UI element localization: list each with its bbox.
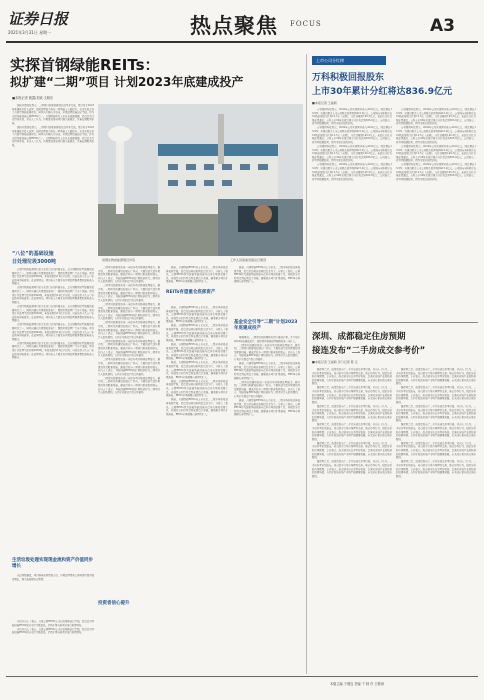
photo-caption-2: 工作人员查看设备运行情况: [230, 258, 267, 262]
col4-subhead: 基金安全引导“二期”计划2023年底建成投产: [234, 320, 298, 331]
lead-headline-1: 实探首钢绿能REITs：: [10, 56, 160, 74]
newspaper-logo: 证券日报: [8, 10, 69, 28]
page-number: A3: [430, 16, 455, 36]
lead-byline: ■本报记者 施露/刘欢 文晓东: [12, 96, 54, 100]
lead-col2-text: 二期项目的建设将进一步提升项目整体处理能力。据介绍，二期项目拟建设在现有厂区内，主要包括生活垃圾焚烧线及配套设施，建成后将与一期项目形成协同效应。业内人士表示，基础设施REITs的扩募机制将为二期项目注入提供便利，有利于实现资产的良性循环。 二期项目的建设将进一步提升项目整体处理能力。据介绍，二期项目拟建设在现有厂区内，主要包括生活垃圾焚烧线及配套设施，建成后将与一期项目形成协同效应。业内人士表示，基础设施REITs的扩募机制将为二期项目注入提供便利，有利于实现资产的良性循环。 二期项目的建设将进一步提升项目整体处理能力。据介绍，二期项目拟建设在现有厂区内，主要包括生活垃圾焚烧线及配套设施，建成后将与一期项目形成协同效应。业内人士表示，基础设施REITs的扩募机制将为二期项目注入提供便利，有利于实现资产的良性循环。 二期项目的建设将进一步提升项目整体处理能力。据介绍，二期项目拟建设在现有厂区内，主要包括生活垃圾焚烧线及配套设施，建成后将与一期项目形成协同效应。业内人士表示，基础设施REITs的扩募机制将为二期项目注入提供便利，有利于实现资产的良性循环。 二期项目的建设将进一步提升项目整体处理能力。据介绍，二期项目拟建设在现有厂区内，主要包括生活垃圾焚烧线及配套设施，建成后将与一期项目形成协同效应。业内人士表示，基础设施REITs的扩募机制将为二期项目注入提供便利，有利于实现资产的良性循环。 二期项目的建设将进一步提升项目整体处理能力。据介绍，二期项目拟建设在现有厂区内，主要包括生活垃圾焚烧线及配套设施，建成后将与一期项目形成协同效应。业内人士表示，基础设施REITs的扩募机制将为二期项目注入提供便利，有利于实现资产的良性循环。 二期项目的建设将进一步提升项目整体处理能力。据介绍，二期项目拟建设在现有厂区内，主要包括生活垃圾焚烧线及配套设施，建成后将与一期项目形成协同效应。业内人士表示，基础设施REITs的扩募机制将为二期项目注入提供便利，有利于实现资产的良性循环。: [98, 266, 160, 395]
lead-body-1: 首钢生物质能源项目位于北京门头沟区鲁家山，是首钢集团转型发展的重要项目之一，园区内建有垃圾焚烧发电厂、餐厨垃圾处理厂等多个设施。项目设计日处理生活垃圾3000吨，年发电量约3.2亿千瓦时，可满足约十几万户家庭的年用电需求。在运营期内，项目收入主要来自垃圾处理服务费和发电收入两部分。 首钢生物质能源项目位于北京门头沟区鲁家山，是首钢集团转型发展的重要项目之一，园区内建有垃圾焚烧发电厂、餐厨垃圾处理厂等多个设施。项目设计日处理生活垃圾3000吨，年发电量约3.2亿千瓦时，可满足约十几万户家庭的年用电需求。在运营期内，项目收入主要来自垃圾处理服务费和发电收入两部分。 首钢生物质能源项目位于北京门头沟区鲁家山，是首钢集团转型发展的重要项目之一，园区内建有垃圾焚烧发电厂、餐厨垃圾处理厂等多个设施。项目设计日处理生活垃圾3000吨，年发电量约3.2亿千瓦时，可满足约十几万户家庭的年用电需求。在运营期内，项目收入主要来自垃圾处理服务费和发电收入两部分。 首钢生物质能源项目位于北京门头沟区鲁家山，是首钢集团转型发展的重要项目之一，园区内建有垃圾焚烧发电厂、餐厨垃圾处理厂等多个设施。项目设计日处理生活垃圾3000吨，年发电量约3.2亿千瓦时，可满足约十几万户家庭的年用电需求。在运营期内，项目收入主要来自垃圾处理服务费和发电收入两部分。 首钢生物质能源项目位于北京门头沟区鲁家山，是首钢集团转型发展的重要项目之一，园区内建有垃圾焚烧发电厂、餐厨垃圾处理厂等多个设施。项目设计日处理生活垃圾3000吨，年发电量约3.2亿千瓦时，可满足约十几万户家庭的年用电需求。在运营期内，项目收入主要来自垃圾处理服务费和发电收入两部分。: [12, 268, 94, 360]
right-top-tag: [312, 56, 386, 65]
lead-col4-text-top: 据悉，首钢绿能REITs自上市以来，二级市场价格总体表现平稳，投资者结构以机构投资者为主。分析人士指出，公募REITs作为连接基础设施与资本市场的重要工具，其稳定分红特性受到长期资金青睐。随着更多项目扩募落地，REITs市场规模有望持续扩大。: [234, 266, 300, 284]
right-top-headline-1: 万科积极回报股东: [312, 73, 385, 83]
right-top-headline-2: 上市30年累计分红将达836.9亿元: [312, 87, 452, 97]
right-top-byline: ■本报记者 王丽新: [312, 101, 337, 105]
lead-intro: 国际业绩快报显示，二期项目的规划建设已经基本完成，预计将于2023年底建成并投入运营，届时处理能力将在一期基础上大幅提升。记者实地走访了首钢生物质能源项目，园区内车辆有序进出，垃圾处理设施运转平稳。作为首批基础设施公募REITs之一，首钢绿能项目上市以来表现稳健，投资者关注度持续升温，业内人士认为，垃圾焚烧发电项目现金流稳定，具备长期配置价值。 国际业绩快报显示，二期项目的规划建设已经基本完成，预计将于2023年底建成并投入运营，届时处理能力将在一期基础上大幅提升。记者实地走访了首钢生物质能源项目，园区内车辆有序进出，垃圾处理设施运转平稳。作为首批基础设施公募REITs之一，首钢绿能项目上市以来表现稳健，投资者关注度持续升温，业内人士认为，垃圾焚烧发电项目现金流稳定，具备长期配置价值。: [12, 104, 94, 148]
footer-credits: 本版主编 于德良 责编 下 制 作 王敬涛: [330, 682, 384, 686]
date-line: 2021年3月31日 星期一: [8, 30, 52, 35]
lead-headline-2: 拟扩建“二期”项目 计划2023年底建成投产: [10, 75, 244, 89]
col3-subhead: REITs有望重仓底部资产: [166, 290, 216, 295]
bottom-left-text: 多位业内人士表示，首批公募REITs上市以来整体运行平稳，投资者对基础设施REITs的认可度不断提高，后续扩募与新项目发行值得期待。 多位业内人士表示，首批公募REITs上市以来整体运行平稳，投资者对基础设施REITs的认可度不断提高，后续扩募与新项目发行值得期待。: [12, 620, 94, 635]
right-top-col2: 万科集团年报显示，2020年公司实现营业收入4191亿元，同比增长13.9%；实现归属于上市公司股东的净利润415.2亿元。公司拟向全体股东每10股派发现金红利12.5元（含税），分红总额约145.3亿元。若此次分红方案获得通过，万科上市30年来累计现金分红将达到836.9亿元。公司表示，将坚持稳健经营，持续为股东创造价值。 万科集团年报显示，2020年公司实现营业收入4191亿元，同比增长13.9%；实现归属于上市公司股东的净利润415.2亿元。公司拟向全体股东每10股派发现金红利12.5元（含税），分红总额约145.3亿元。若此次分红方案获得通过，万科上市30年来累计现金分红将达到836.9亿元。公司表示，将坚持稳健经营，持续为股东创造价值。 万科集团年报显示，2020年公司实现营业收入4191亿元，同比增长13.9%；实现归属于上市公司股东的净利润415.2亿元。公司拟向全体股东每10股派发现金红利12.5元（含税），分红总额约145.3亿元。若此次分红方案获得通过，万科上市30年来累计现金分红将达到836.9亿元。公司表示，将坚持稳健经营，持续为股东创造价值。 万科集团年报显示，2020年公司实现营业收入4191亿元，同比增长13.9%；实现归属于上市公司股东的净利润415.2亿元。公司拟向全体股东每10股派发现金红利12.5元（含税），分红总额约145.3亿元。若此次分红方案获得通过，万科上市30年来累计现金分红将达到836.9亿元。公司表示，将坚持稳健经营，持续为股东创造价值。: [396, 108, 476, 181]
lead-col3-text-top: 据悉，首钢绿能REITs自上市以来，二级市场价格总体表现平稳，投资者结构以机构投资者为主。分析人士指出，公募REITs作为连接基础设施与资本市场的重要工具，其稳定分红特性受到长期资金青睐。随着更多项目扩募落地，REITs市场规模有望持续扩大。: [166, 266, 228, 284]
lead-photo: [98, 104, 303, 256]
photo-caption-1: 首钢生物质能源项目外景: [102, 258, 136, 262]
bottom-subhead: 投资者信心提升: [98, 601, 130, 606]
lead-col4-text: 根据规划，二期项目将按照相关程序推进扩募，并计划于2023年底建成投产。届时项目整体处理规模将进一步扩大。 二期项目的建设将进一步提升项目整体处理能力。据介绍，二期项目拟建设在现有厂区内，主要包括生活垃圾焚烧线及配套设施，建成后将与一期项目形成协同效应。业内人士表示，基础设施REITs的扩募机制将为二期项目注入提供便利，有利于实现资产的良性循环。 据悉，首钢绿能REITs自上市以来，二级市场价格总体表现平稳，投资者结构以机构投资者为主。分析人士指出，公募REITs作为连接基础设施与资本市场的重要工具，其稳定分红特性受到长期资金青睐。随着更多项目扩募落地，REITs市场规模有望持续扩大。 二期项目的建设将进一步提升项目整体处理能力。据介绍，二期项目拟建设在现有厂区内，主要包括生活垃圾焚烧线及配套设施，建成后将与一期项目形成协同效应。业内人士表示，基础设施REITs的扩募机制将为二期项目注入提供便利，有利于实现资产的良性循环。 据悉，首钢绿能REITs自上市以来，二级市场价格总体表现平稳，投资者结构以机构投资者为主。分析人士指出，公募REITs作为连接基础设施与资本市场的重要工具，其稳定分红特性受到长期资金青睐。随着更多项目扩募落地，REITs市场规模有望持续扩大。: [234, 336, 300, 417]
section-title: 热点聚焦: [190, 14, 278, 38]
masthead: [0, 0, 484, 44]
lead-subhead-1b: 日处理垃圾3000吨: [12, 259, 56, 265]
footer-rule: [6, 676, 478, 677]
right-bottom-headline-1: 深圳、成都稳定住房预期: [312, 332, 406, 342]
right-top-col1: 万科集团年报显示，2020年公司实现营业收入4191亿元，同比增长13.9%；实现归属于上市公司股东的净利润415.2亿元。公司拟向全体股东每10股派发现金红利12.5元（含税），分红总额约145.3亿元。若此次分红方案获得通过，万科上市30年来累计现金分红将达到836.9亿元。公司表示，将坚持稳健经营，持续为股东创造价值。 万科集团年报显示，2020年公司实现营业收入4191亿元，同比增长13.9%；实现归属于上市公司股东的净利润415.2亿元。公司拟向全体股东每10股派发现金红利12.5元（含税），分红总额约145.3亿元。若此次分红方案获得通过，万科上市30年来累计现金分红将达到836.9亿元。公司表示，将坚持稳健经营，持续为股东创造价值。 万科集团年报显示，2020年公司实现营业收入4191亿元，同比增长13.9%；实现归属于上市公司股东的净利润415.2亿元。公司拟向全体股东每10股派发现金红利12.5元（含税），分红总额约145.3亿元。若此次分红方案获得通过，万科上市30年来累计现金分红将达到836.9亿元。公司表示，将坚持稳健经营，持续为股东创造价值。 万科集团年报显示，2020年公司实现营业收入4191亿元，同比增长13.9%；实现归属于上市公司股东的净利润415.2亿元。公司拟向全体股东每10股派发现金红利12.5元（含税），分红总额约145.3亿元。若此次分红方案获得通过，万科上市30年来累计现金分红将达到836.9亿元。公司表示，将坚持稳健经营，持续为股东创造价值。: [312, 108, 392, 181]
right-bottom-headline-2: 接连发布“二手房成交参考价”: [312, 346, 426, 356]
right-bottom-byline: ■本报记者 王丽新 见习记者 陈 正: [312, 360, 358, 364]
lead-col3-text: 据悉，首钢绿能REITs自上市以来，二级市场价格总体表现平稳，投资者结构以机构投资者为主。分析人士指出，公募REITs作为连接基础设施与资本市场的重要工具，其稳定分红特性受到长期资金青睐。随着更多项目扩募落地，REITs市场规模有望持续扩大。 据悉，首钢绿能REITs自上市以来，二级市场价格总体表现平稳，投资者结构以机构投资者为主。分析人士指出，公募REITs作为连接基础设施与资本市场的重要工具，其稳定分红特性受到长期资金青睐。随着更多项目扩募落地，REITs市场规模有望持续扩大。 据悉，首钢绿能REITs自上市以来，二级市场价格总体表现平稳，投资者结构以机构投资者为主。分析人士指出，公募REITs作为连接基础设施与资本市场的重要工具，其稳定分红特性受到长期资金青睐。随着更多项目扩募落地，REITs市场规模有望持续扩大。 据悉，首钢绿能REITs自上市以来，二级市场价格总体表现平稳，投资者结构以机构投资者为主。分析人士指出，公募REITs作为连接基础设施与资本市场的重要工具，其稳定分红特性受到长期资金青睐。随着更多项目扩募落地，REITs市场规模有望持续扩大。 据悉，首钢绿能REITs自上市以来，二级市场价格总体表现平稳，投资者结构以机构投资者为主。分析人士指出，公募REITs作为连接基础设施与资本市场的重要工具，其稳定分红特性受到长期资金青睐。随着更多项目扩募落地，REITs市场规模有望持续扩大。 据悉，首钢绿能REITs自上市以来，二级市场价格总体表现平稳，投资者结构以机构投资者为主。分析人士指出，公募REITs作为连接基础设施与资本市场的重要工具，其稳定分红特性受到长期资金青睐。随着更多项目扩募落地，REITs市场规模有望持续扩大。: [166, 306, 228, 416]
right-bottom-col2: 继深圳之后，成都也发布了二手住房成交参考价格。业内人士认为，二手房参考价的发布，将有助于引导市场理性交易，防范炒作行为，稳定房价和市场预期。专家表示，热点城市出台参考价机制，是落实房地产长效机制的重要举措，有利于促进房地产市场平稳健康发展。未来或有更多热点城市跟进。 继深圳之后，成都也发布了二手住房成交参考价格。业内人士认为，二手房参考价的发布，将有助于引导市场理性交易，防范炒作行为，稳定房价和市场预期。专家表示，热点城市出台参考价机制，是落实房地产长效机制的重要举措，有利于促进房地产市场平稳健康发展。未来或有更多热点城市跟进。 继深圳之后，成都也发布了二手住房成交参考价格。业内人士认为，二手房参考价的发布，将有助于引导市场理性交易，防范炒作行为，稳定房价和市场预期。专家表示，热点城市出台参考价机制，是落实房地产长效机制的重要举措，有利于促进房地产市场平稳健康发展。未来或有更多热点城市跟进。 继深圳之后，成都也发布了二手住房成交参考价格。业内人士认为，二手房参考价的发布，将有助于引导市场理性交易，防范炒作行为，稳定房价和市场预期。专家表示，热点城市出台参考价机制，是落实房地产长效机制的重要举措，有利于促进房地产市场平稳健康发展。未来或有更多热点城市跟进。 继深圳之后，成都也发布了二手住房成交参考价格。业内人士认为，二手房参考价的发布，将有助于引导市场理性交易，防范炒作行为，稳定房价和市场预期。专家表示，热点城市出台参考价机制，是落实房地产长效机制的重要举措，有利于促进房地产市场平稳健康发展。未来或有更多热点城市跟进。 继深圳之后，成都也发布了二手住房成交参考价格。业内人士认为，二手房参考价的发布，将有助于引导市场理性交易，防范炒作行为，稳定房价和市场预期。专家表示，热点城市出台参考价机制，是落实房地产长效机制的重要举措，有利于促进房地产市场平稳健康发展。未来或有更多热点城市跟进。: [396, 368, 476, 478]
masthead-rule: [6, 41, 478, 43]
right-top-tag-label: 上市公司分红榜: [316, 58, 344, 63]
lead-subhead-1: “八位”的基础设施: [12, 251, 54, 257]
lead-body-2: 从运营数据看，项目整体运营情况良好，垃圾处理量和上网电量均保持稳定增长，现金流表现符合预期。: [12, 574, 94, 581]
right-section-rule: [310, 322, 478, 323]
column-divider: [306, 54, 307, 674]
section-title-en: FOCUS: [290, 20, 322, 28]
lead-subhead-2: 生活垃圾处理实现现金流和资产价值同步增长: [12, 558, 93, 569]
right-bottom-col1: 继深圳之后，成都也发布了二手住房成交参考价格。业内人士认为，二手房参考价的发布，将有助于引导市场理性交易，防范炒作行为，稳定房价和市场预期。专家表示，热点城市出台参考价机制，是落实房地产长效机制的重要举措，有利于促进房地产市场平稳健康发展。未来或有更多热点城市跟进。 继深圳之后，成都也发布了二手住房成交参考价格。业内人士认为，二手房参考价的发布，将有助于引导市场理性交易，防范炒作行为，稳定房价和市场预期。专家表示，热点城市出台参考价机制，是落实房地产长效机制的重要举措，有利于促进房地产市场平稳健康发展。未来或有更多热点城市跟进。 继深圳之后，成都也发布了二手住房成交参考价格。业内人士认为，二手房参考价的发布，将有助于引导市场理性交易，防范炒作行为，稳定房价和市场预期。专家表示，热点城市出台参考价机制，是落实房地产长效机制的重要举措，有利于促进房地产市场平稳健康发展。未来或有更多热点城市跟进。 继深圳之后，成都也发布了二手住房成交参考价格。业内人士认为，二手房参考价的发布，将有助于引导市场理性交易，防范炒作行为，稳定房价和市场预期。专家表示，热点城市出台参考价机制，是落实房地产长效机制的重要举措，有利于促进房地产市场平稳健康发展。未来或有更多热点城市跟进。 继深圳之后，成都也发布了二手住房成交参考价格。业内人士认为，二手房参考价的发布，将有助于引导市场理性交易，防范炒作行为，稳定房价和市场预期。专家表示，热点城市出台参考价机制，是落实房地产长效机制的重要举措，有利于促进房地产市场平稳健康发展。未来或有更多热点城市跟进。 继深圳之后，成都也发布了二手住房成交参考价格。业内人士认为，二手房参考价的发布，将有助于引导市场理性交易，防范炒作行为，稳定房价和市场预期。专家表示，热点城市出台参考价机制，是落实房地产长效机制的重要举措，有利于促进房地产市场平稳健康发展。未来或有更多热点城市跟进。: [312, 368, 392, 478]
plant-photo-illustration: [98, 104, 303, 256]
